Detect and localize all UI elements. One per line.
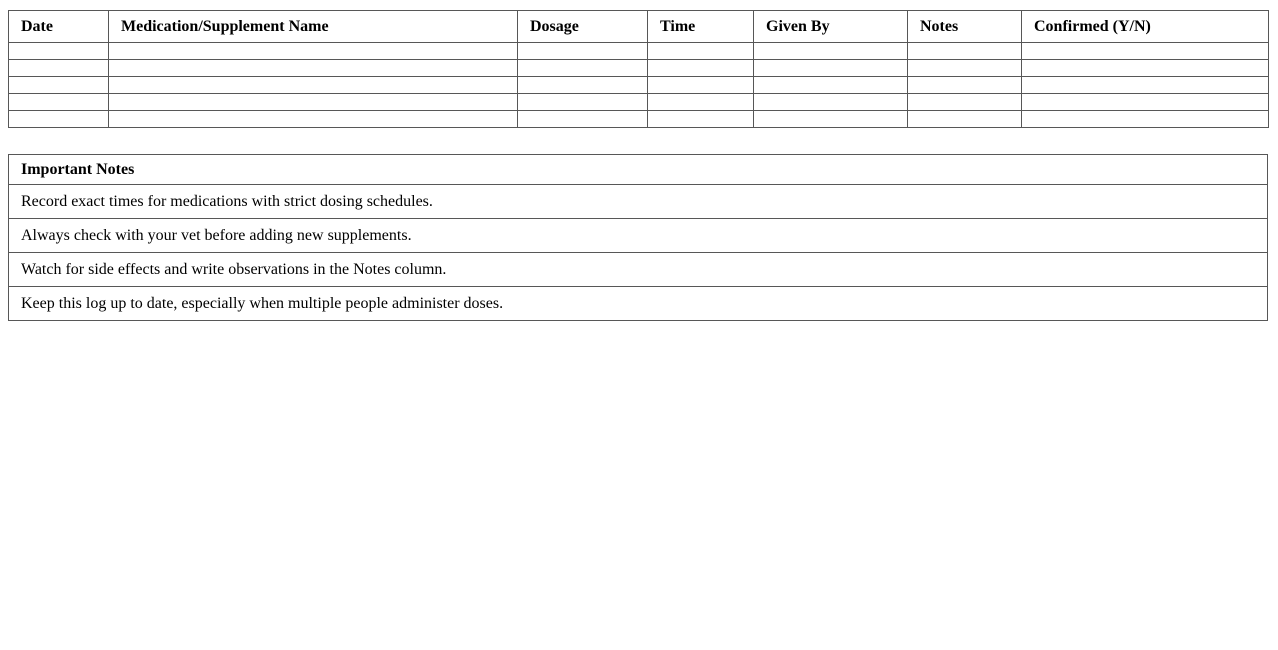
- table-row: [9, 111, 1269, 128]
- document-page: [0, 0, 1278, 321]
- cell-dosage[interactable]: [518, 43, 648, 60]
- cell-confirmed[interactable]: [1022, 111, 1269, 128]
- column-header-notes: Notes: [908, 11, 1022, 43]
- column-header-date: Date: [9, 11, 109, 43]
- column-header-time: Time: [648, 11, 754, 43]
- important-notes-title: Important Notes: [9, 155, 1268, 185]
- column-header-given-by: Given By: [754, 11, 908, 43]
- cell-confirmed[interactable]: [1022, 94, 1269, 111]
- table-row: [9, 77, 1269, 94]
- medication-table-header-row: [9, 11, 1269, 43]
- cell-notes[interactable]: [908, 94, 1022, 111]
- cell-given-by[interactable]: [754, 77, 908, 94]
- important-notes-table: [8, 154, 1268, 321]
- cell-confirmed[interactable]: [1022, 77, 1269, 94]
- cell-given-by[interactable]: [754, 43, 908, 60]
- cell-dosage[interactable]: [518, 60, 648, 77]
- cell-time[interactable]: [648, 94, 754, 111]
- cell-medication-name[interactable]: [109, 94, 518, 111]
- column-header-dosage: Dosage: [518, 11, 648, 43]
- cell-date[interactable]: [9, 43, 109, 60]
- cell-dosage[interactable]: [518, 111, 648, 128]
- note-item: Keep this log up to date, especially when multiple people administer doses.: [9, 287, 1268, 321]
- cell-time[interactable]: [648, 111, 754, 128]
- column-header-confirmed: Confirmed (Y/N): [1022, 11, 1269, 43]
- cell-given-by[interactable]: [754, 94, 908, 111]
- cell-confirmed[interactable]: [1022, 60, 1269, 77]
- note-row: [9, 287, 1268, 321]
- cell-date[interactable]: [9, 77, 109, 94]
- cell-time[interactable]: [648, 43, 754, 60]
- cell-notes[interactable]: [908, 60, 1022, 77]
- table-row: [9, 94, 1269, 111]
- cell-notes[interactable]: [908, 43, 1022, 60]
- table-row: [9, 43, 1269, 60]
- cell-dosage[interactable]: [518, 94, 648, 111]
- medication-log-table: [8, 10, 1269, 128]
- cell-notes[interactable]: [908, 111, 1022, 128]
- cell-dosage[interactable]: [518, 77, 648, 94]
- cell-date[interactable]: [9, 60, 109, 77]
- note-item: Watch for side effects and write observations in the Notes column.: [9, 253, 1268, 287]
- cell-medication-name[interactable]: [109, 111, 518, 128]
- column-header-medication-name: Medication/Supplement Name: [109, 11, 518, 43]
- cell-notes[interactable]: [908, 77, 1022, 94]
- table-row: [9, 60, 1269, 77]
- cell-given-by[interactable]: [754, 111, 908, 128]
- cell-given-by[interactable]: [754, 60, 908, 77]
- cell-medication-name[interactable]: [109, 43, 518, 60]
- cell-date[interactable]: [9, 94, 109, 111]
- note-row: [9, 185, 1268, 219]
- cell-medication-name[interactable]: [109, 77, 518, 94]
- note-row: [9, 219, 1268, 253]
- important-notes-header-row: [9, 155, 1268, 185]
- note-item: Record exact times for medications with strict dosing schedules.: [9, 185, 1268, 219]
- cell-time[interactable]: [648, 77, 754, 94]
- cell-date[interactable]: [9, 111, 109, 128]
- cell-medication-name[interactable]: [109, 60, 518, 77]
- cell-confirmed[interactable]: [1022, 43, 1269, 60]
- note-row: [9, 253, 1268, 287]
- note-item: Always check with your vet before adding new supplements.: [9, 219, 1268, 253]
- cell-time[interactable]: [648, 60, 754, 77]
